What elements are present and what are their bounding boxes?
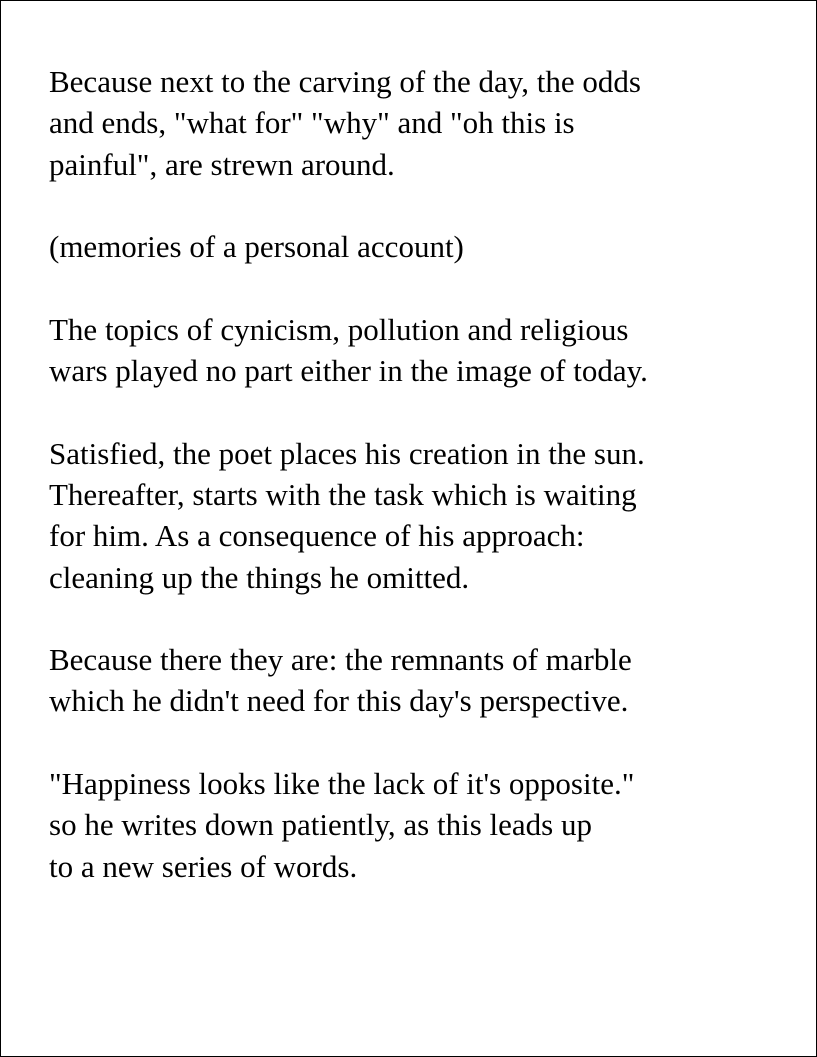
paragraph-spacer [49,391,809,432]
paragraph-spacer [49,185,809,226]
paragraph-spacer [49,598,809,639]
text-line: (memories of a personal account) [49,229,464,265]
text-line: Because next to the carving of the day, the odds [49,64,641,99]
text-line: Satisfied, the poet places his creation in the sun. [49,435,645,471]
text-line: so he writes down patiently, as this leads up [49,807,592,843]
text-line: Thereafter, starts with the task which is waiting [49,476,637,512]
text-line: for him. As a consequence of his approach: [49,518,585,554]
text-line: "Happiness looks like the lack of it's opposite." [49,766,635,802]
text-line: cleaning up the things he omitted. [49,559,470,595]
text-line: and ends, "what for" "why" and "oh this is [49,105,575,141]
paragraph [49,763,809,887]
paragraph [49,61,809,185]
text-line: which he didn't need for this day's perspective. [49,683,629,719]
paragraph [49,309,809,392]
paragraph-spacer [49,722,809,763]
poem-text [49,61,809,887]
text-line: painful", are strewn around. [49,146,395,182]
paragraph-spacer [49,267,809,308]
text-line: Because there they are: the remnants of marble [49,642,632,678]
paragraph [49,433,809,598]
text-line: wars played no part either in the image of today. [49,353,648,389]
paragraph [49,226,809,267]
text-line: to a new series of words. [49,848,358,884]
paragraph [49,639,809,722]
text-line: The topics of cynicism, pollution and religious [49,311,629,347]
